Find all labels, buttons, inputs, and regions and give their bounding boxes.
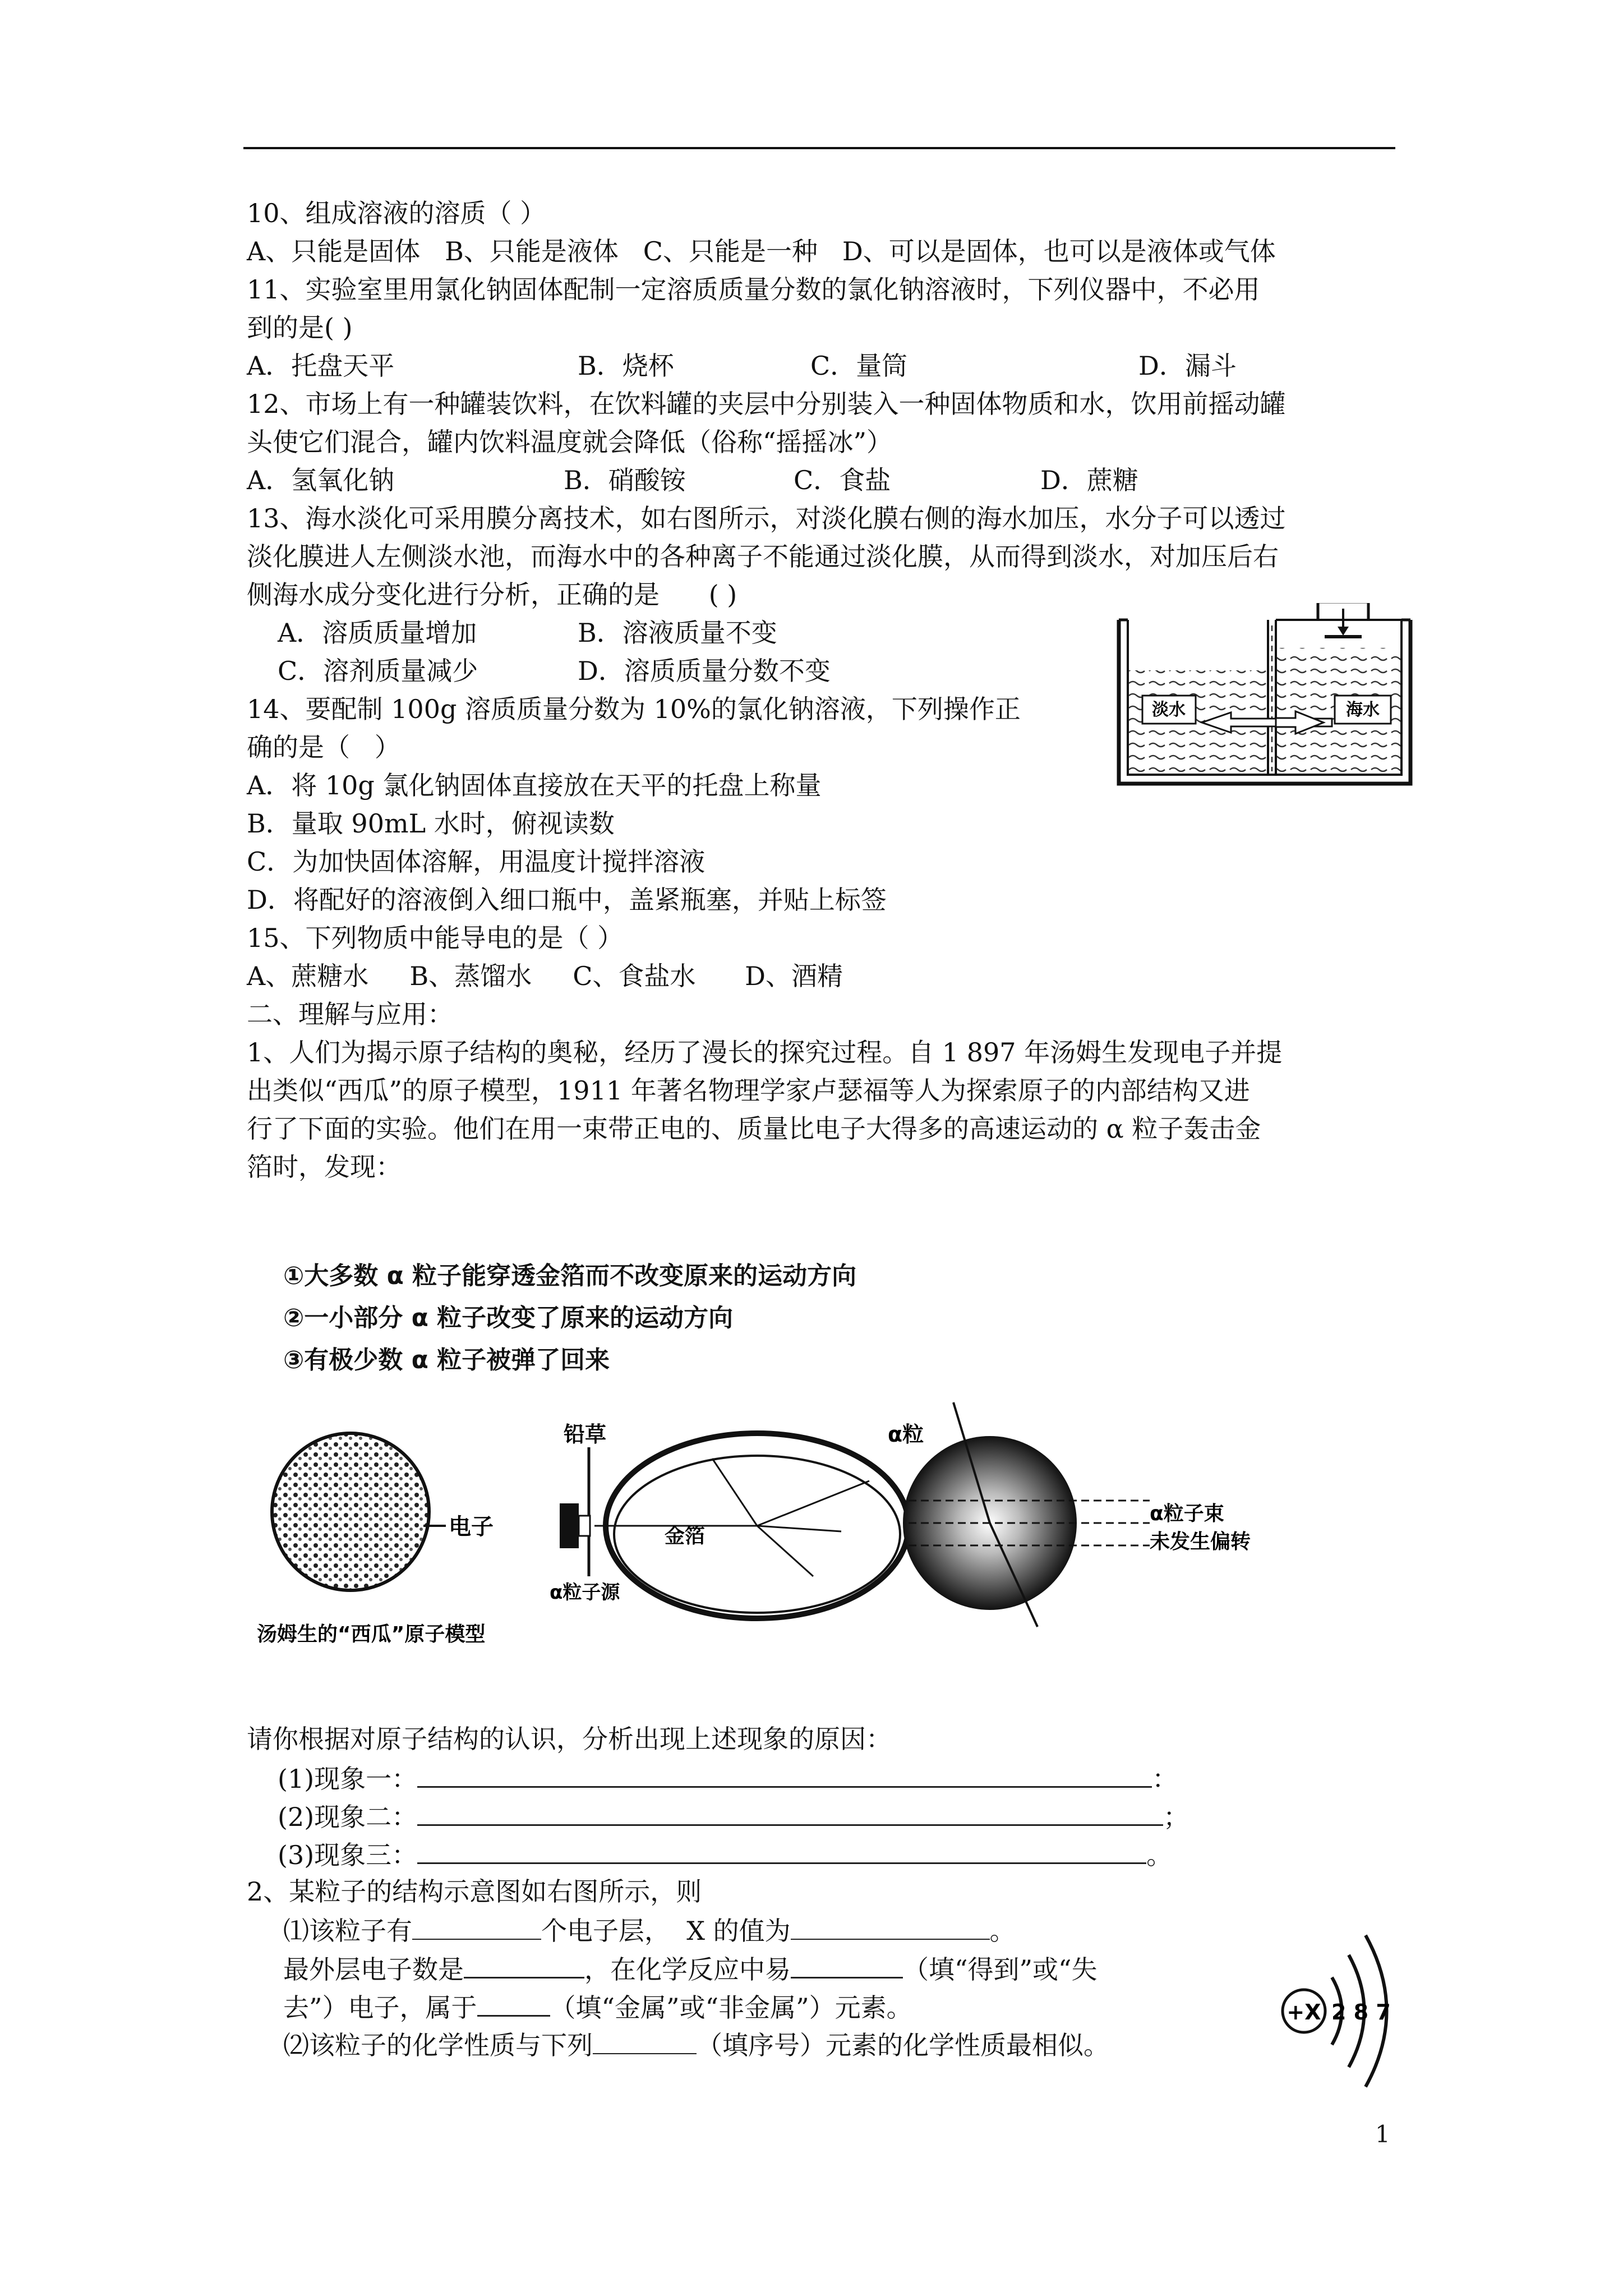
- answer-2-blank[interactable]: [417, 1798, 1163, 1826]
- alpha-column-label: α粒: [888, 1422, 924, 1447]
- q14-option-d: D．将配好的溶液倒入细口瓶中，盖紧瓶塞，并贴上标签: [247, 885, 887, 915]
- answer-2-label: (2)现象二：: [278, 1802, 418, 1832]
- desalination-figure: [1108, 603, 1422, 791]
- rutherford-figure: [252, 1391, 1251, 1660]
- p2-line-2: [283, 1913, 1016, 1948]
- answer-3-blank[interactable]: [417, 1837, 1146, 1864]
- q14-option-c: C．为加快固体溶解，用温度计搅拌溶液: [247, 846, 706, 877]
- q13-option-d: D．溶质质量分数不变: [578, 656, 831, 686]
- q10-stem: 10、组成溶液的溶质（ ）: [247, 198, 546, 228]
- page-number: 1: [1375, 2120, 1390, 2148]
- q12-stem-1: 12、市场上有一种罐装饮料，在饮料罐的夹层中分别装入一种固体物质和水，饮用前摇动罐: [247, 389, 1286, 419]
- q11-option-b: B．烧杯: [578, 351, 674, 381]
- finding-3: ③有极少数 α 粒子被弹了回来: [283, 1346, 610, 1374]
- p2-l2b: 个电子层， X 的值为: [541, 1916, 791, 1946]
- p1-line-3: 行了下面的实验。他们在用一束带正电的、质量比电子大得多的高速运动的 α 粒子轰击金: [247, 1114, 1261, 1144]
- q13-option-a: A．溶质质量增加: [278, 618, 477, 648]
- answer-3-row: [278, 1837, 1172, 1872]
- q12-stem-2: 头使它们混合，罐内饮料温度就会降低（俗称“摇摇冰”）: [247, 427, 893, 457]
- lead-screen-label: 铅草: [564, 1422, 607, 1447]
- gold-foil-label: 金箔: [665, 1525, 706, 1548]
- answer-3-label: (3)现象三：: [278, 1840, 418, 1870]
- x-value-blank[interactable]: [791, 1913, 990, 1940]
- answer-2-row: [278, 1798, 1189, 1834]
- p2-line-5: [283, 2027, 1109, 2062]
- q11-option-d: D．漏斗: [1138, 351, 1237, 381]
- q11-option-c: C．量筒: [810, 351, 908, 381]
- p2-line-1: 2、某粒子的结构示意图如右图所示，则: [247, 1876, 702, 1907]
- q11-stem-2: 到的是( ): [247, 312, 353, 343]
- q12-option-c: C．食盐: [794, 465, 891, 495]
- q15-options: A、蔗糖水 B、蒸馏水 C、食盐水 D、酒精: [247, 961, 843, 991]
- q13-stem-1: 13、海水淡化可采用膜分离技术，如右图所示，对淡化膜右侧的海水加压，水分子可以透过: [247, 503, 1286, 533]
- p2-l2c: 。: [989, 1916, 1016, 1946]
- q13-stem-3: 侧海水成分变化进行分析，正确的是 ( ): [247, 579, 737, 610]
- gain-lose-blank[interactable]: [791, 1951, 903, 1978]
- q14-stem-1: 14、要配制 100g 溶质质量分数为 10%的氯化钠溶液，下列操作正: [247, 694, 1021, 724]
- p2-l2a: ⑴该粒子有: [283, 1916, 412, 1946]
- q15-stem: 15、下列物质中能导电的是（ ）: [247, 923, 624, 953]
- q13-option-c: C．溶剂质量减少: [278, 656, 478, 686]
- q14-option-a: A．将 10g 氯化钠固体直接放在天平的托盘上称量: [247, 770, 822, 800]
- q14-option-b: B．量取 90mL 水时，俯视读数: [247, 808, 615, 839]
- answer-1-blank[interactable]: [417, 1760, 1152, 1788]
- p2-l5b: （填序号）元素的化学性质最相似。: [697, 2030, 1109, 2060]
- alpha-source-label: α粒子源: [550, 1581, 620, 1604]
- thomson-model-sphere: [272, 1433, 429, 1590]
- p1-ask: 请你根据对原子结构的认识，分析出现上述现象的原因：: [247, 1724, 892, 1754]
- fig-sea-water-label: 海水: [1346, 700, 1380, 720]
- p1-line-1: 1、人们为揭示原子结构的奥秘，经历了漫长的探究过程。自 1 897 年汤姆生发现电子并提: [247, 1037, 1283, 1068]
- p1-line-2: 出类似“西瓜”的原子模型，1911 年著名物理学家卢瑟福等人为探索原子的内部结构又进: [247, 1075, 1250, 1106]
- q13-option-b: B．溶液质量不变: [578, 618, 777, 648]
- nucleus-label: +X: [1287, 2000, 1321, 2024]
- fig-fresh-water-label: 淡水: [1152, 700, 1186, 720]
- q14-stem-2: 确的是（ ）: [247, 732, 400, 762]
- p1-line-4: 箔时，发现：: [247, 1152, 402, 1182]
- answer-1-label: (1)现象一：: [278, 1764, 418, 1794]
- finding-1: ①大多数 α 粒子能穿透金箔而不改变原来的运动方向: [283, 1262, 857, 1290]
- p2-l4b: （填“金属”或“非金属”）元素。: [550, 1993, 912, 2023]
- similar-element-blank[interactable]: [593, 2027, 697, 2054]
- p2-l3a: 最外层电子数是: [283, 1954, 464, 1985]
- no-deflection-label: 未发生偏转: [1150, 1530, 1251, 1553]
- p2-line-4: [283, 1989, 912, 2024]
- q13-stem-2: 淡化膜进人左侧淡水池，而海水中的各种离子不能通过淡化膜，从而得到淡水，对加压后右: [247, 541, 1279, 572]
- metal-type-blank[interactable]: [477, 1989, 550, 2017]
- atom-structure-diagram: [1273, 1930, 1408, 2092]
- thomson-model-caption: 汤姆生的“西瓜”原子模型: [257, 1623, 486, 1646]
- p2-l3b: ，在化学反应中易: [584, 1954, 791, 1985]
- answer-1-end: ：: [1152, 1764, 1178, 1794]
- section-2-heading: 二、理解与应用：: [247, 999, 453, 1029]
- alpha-beam-label: α粒子束: [1150, 1502, 1224, 1525]
- electron-label: 电子: [449, 1514, 494, 1540]
- outer-electrons-blank[interactable]: [464, 1951, 584, 1978]
- q11-stem-1: 11、实验室里用氯化钠固体配制一定溶质质量分数的氯化钠溶液时，下列仪器中，不必用: [247, 274, 1260, 305]
- q11-option-a: A．托盘天平: [247, 351, 395, 381]
- finding-2: ②一小部分 α 粒子改变了原来的运动方向: [283, 1304, 734, 1332]
- p2-l5a: ⑵该粒子的化学性质与下列: [283, 2030, 593, 2060]
- electron-shells-blank[interactable]: [412, 1913, 541, 1940]
- answer-2-end: ；: [1163, 1802, 1189, 1832]
- q12-option-b: B．硝酸铵: [564, 465, 686, 495]
- answer-1-row: [278, 1760, 1178, 1796]
- answer-3-end: 。: [1146, 1840, 1173, 1870]
- header-rule: [243, 147, 1395, 149]
- p2-l4a: 去”）电子，属于: [283, 1993, 477, 2023]
- q12-option-a: A．氢氧化钠: [247, 465, 395, 495]
- q12-option-d: D．蔗糖: [1040, 465, 1138, 495]
- p2-line-3: [283, 1951, 1098, 1986]
- q10-options: A、只能是固体 B、只能是液体 C、只能是一种 D、可以是固体，也可以是液体或气体: [247, 236, 1276, 266]
- shell-electrons-label: 2 8 7: [1331, 2000, 1391, 2024]
- p2-l3c: （填“得到”或“失: [903, 1954, 1098, 1985]
